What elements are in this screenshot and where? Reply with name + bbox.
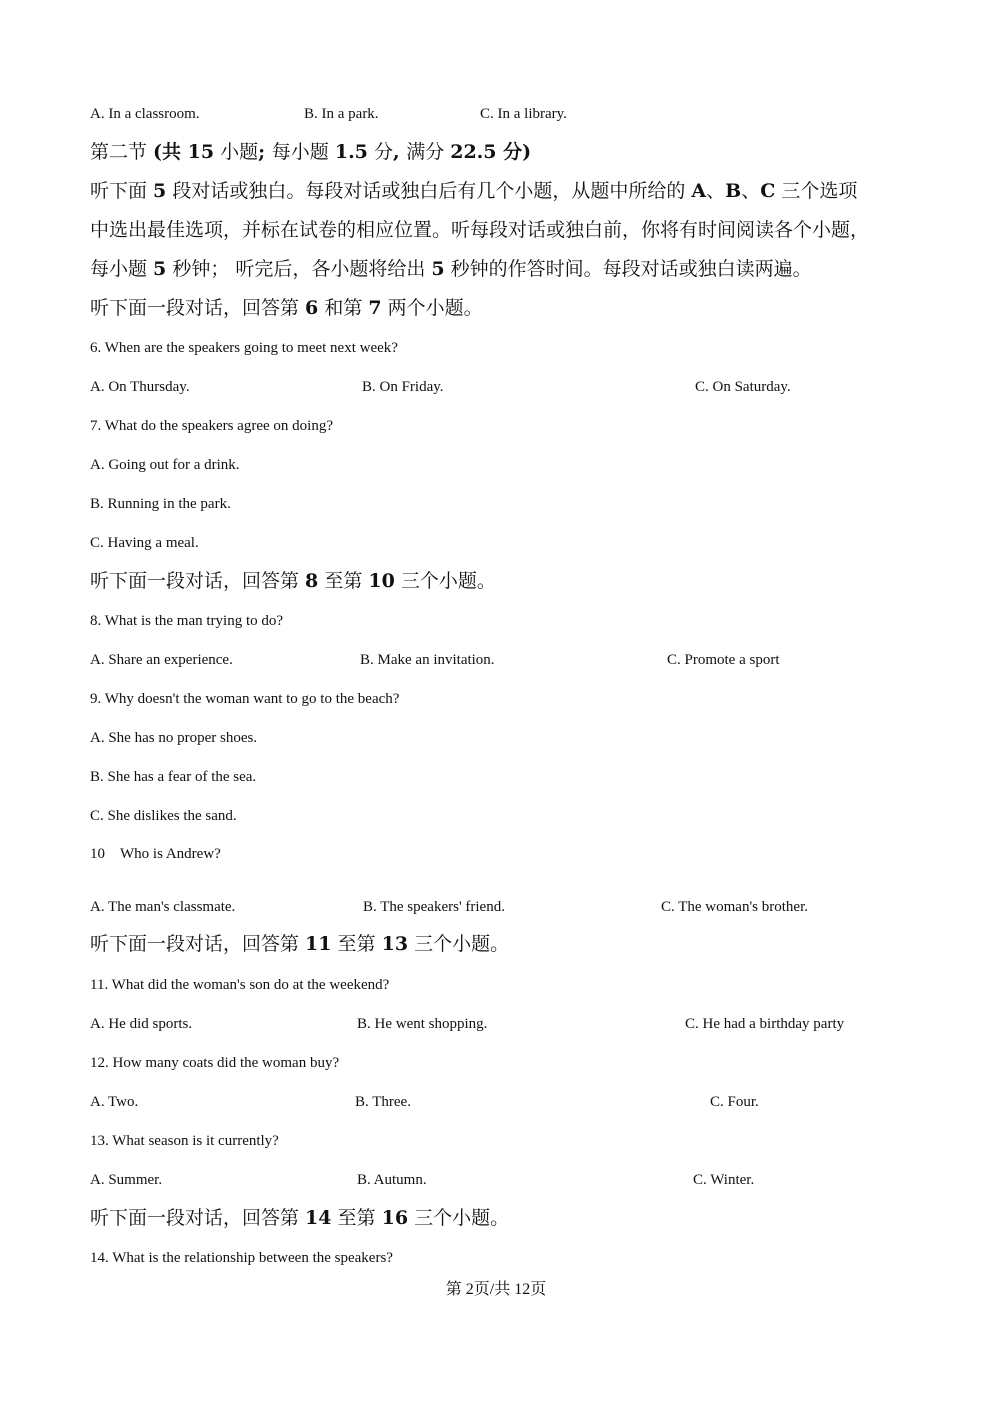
q7-stem: 7. What do the speakers agree on doing? (90, 418, 333, 434)
heading-part: 分) (496, 141, 532, 163)
text-part: 6 (305, 297, 319, 319)
q9-option-b: B. She has a fear of the sea. (90, 769, 257, 785)
q12-option-c: C. Four. (710, 1094, 759, 1110)
dialog-intro-3 (90, 932, 509, 956)
text-part: 听下面 (90, 180, 154, 202)
text-part: 7 (368, 297, 382, 319)
text-part: 16 (381, 1207, 409, 1229)
q11-stem: 11. What did the woman's son do at the weekend? (90, 977, 390, 993)
q11-option-b: B. He went shopping. (357, 1016, 488, 1032)
text-part: A (691, 180, 707, 202)
q13-stem: 13. What season is it currently? (90, 1133, 279, 1149)
q9-stem: 9. Why doesn't the woman want to go to the beach? (90, 691, 400, 707)
q7-option-b: B. Running in the park. (90, 496, 231, 512)
heading-part: 小题 (214, 141, 259, 163)
heading-part: 1.5 (334, 141, 368, 163)
heading-part: 第二节 (90, 141, 154, 163)
heading-part: 分 (367, 141, 393, 163)
text-part: C (760, 180, 776, 202)
text-part: 11 (305, 933, 332, 955)
text-part: 10 (368, 570, 395, 592)
q7-option-a: A. Going out for a drink. (90, 457, 240, 473)
q14-stem: 14. What is the relationship between the speakers? (90, 1250, 393, 1266)
heading-part: ; (258, 141, 272, 163)
q12-option-a: A. Two. (90, 1094, 139, 1110)
text-part: 三个小题。 (408, 1207, 510, 1229)
q13-option-b: B. Autumn. (357, 1172, 427, 1188)
q12-stem: 12. How many coats did the woman buy? (90, 1055, 340, 1071)
q6-option-b: B. On Friday. (362, 379, 444, 395)
dialog-intro-1 (90, 296, 483, 320)
instructions-line-3 (90, 257, 812, 281)
text-part: 、 (741, 180, 761, 202)
dialog-intro-2 (90, 569, 496, 593)
heading-part: , (392, 141, 407, 163)
text-part: 至第 (331, 933, 382, 955)
text-part: 三个选项 (775, 180, 858, 202)
q10-option-c: C. The woman's brother. (661, 899, 808, 915)
text-part: 听下面一段对话，回答第 (90, 570, 306, 592)
text-part: 13 (381, 933, 409, 955)
text-part: 三个小题。 (394, 570, 496, 592)
text-part: 5 (431, 258, 445, 280)
text-part: 14 (305, 1207, 332, 1229)
dialog-intro-4 (90, 1206, 509, 1230)
instructions-line-2: 中选出最佳选项，并标在试卷的相应位置。听每段对话或独白前，你将有时间阅读各个小题， (90, 219, 870, 241)
text-part: 5 (153, 258, 167, 280)
q8-option-b: B. Make an invitation. (360, 652, 495, 668)
q10-option-a: A. The man's classmate. (90, 899, 236, 915)
q11-option-a: A. He did sports. (90, 1016, 193, 1032)
q6-stem: 6. When are the speakers going to meet next week? (90, 340, 398, 356)
text-part: 至第 (331, 1207, 382, 1229)
q6-option-c: C. On Saturday. (695, 379, 791, 395)
q5-option-c: C. In a library. (480, 106, 567, 122)
q5-option-b: B. In a park. (304, 106, 379, 122)
text-part: 秒钟的作答时间。每段对话或独白读两遍。 (444, 258, 812, 280)
q10-option-b: B. The speakers' friend. (363, 899, 505, 915)
q6-option-a: A. On Thursday. (90, 379, 190, 395)
heading-part: 满分 (406, 141, 451, 163)
text-part: 和第 (318, 297, 369, 319)
q9-option-c: C. She dislikes the sand. (90, 808, 237, 824)
q12-option-b: B. Three. (355, 1094, 411, 1110)
text-part: 听下面一段对话，回答第 (90, 933, 306, 955)
text-part: 段对话或独白。每段对话或独白后有几个小题，从题中所给的 (166, 180, 692, 202)
text-part: 、 (706, 180, 726, 202)
text-part: B (725, 180, 742, 202)
q13-option-c: C. Winter. (693, 1172, 755, 1188)
q8-stem: 8. What is the man trying to do? (90, 613, 284, 629)
text-part: 秒钟； 听完后，各小题将给出 (166, 258, 432, 280)
text-part: 5 (153, 180, 167, 202)
q13-option-a: A. Summer. (90, 1172, 163, 1188)
heading-part: (共 (153, 141, 188, 163)
q11-option-c: C. He had a birthday party (685, 1016, 845, 1032)
instructions-line-1 (90, 179, 857, 203)
q5-option-a: A. In a classroom. (90, 106, 200, 122)
heading-part: 每小题 (271, 141, 335, 163)
q10-stem: Who is Andrew? (120, 846, 221, 862)
text-part: 每小题 (90, 258, 154, 280)
text-part: 至第 (318, 570, 369, 592)
q7-option-c: C. Having a meal. (90, 535, 199, 551)
text-part: 两个小题。 (381, 297, 483, 319)
heading-part: 22.5 (450, 141, 497, 163)
section2-heading (90, 140, 531, 164)
text-part: 8 (305, 570, 319, 592)
q8-option-c: C. Promote a sport (667, 652, 780, 668)
page-footer: 第 2页/共 12页 (445, 1281, 547, 1298)
text-part: 听下面一段对话，回答第 (90, 297, 306, 319)
q8-option-a: A. Share an experience. (90, 652, 233, 668)
q10-number: 10 (90, 846, 105, 862)
q9-option-a: A. She has no proper shoes. (90, 730, 258, 746)
heading-part: 15 (187, 141, 215, 163)
text-part: 听下面一段对话，回答第 (90, 1207, 306, 1229)
text-part: 三个小题。 (408, 933, 510, 955)
